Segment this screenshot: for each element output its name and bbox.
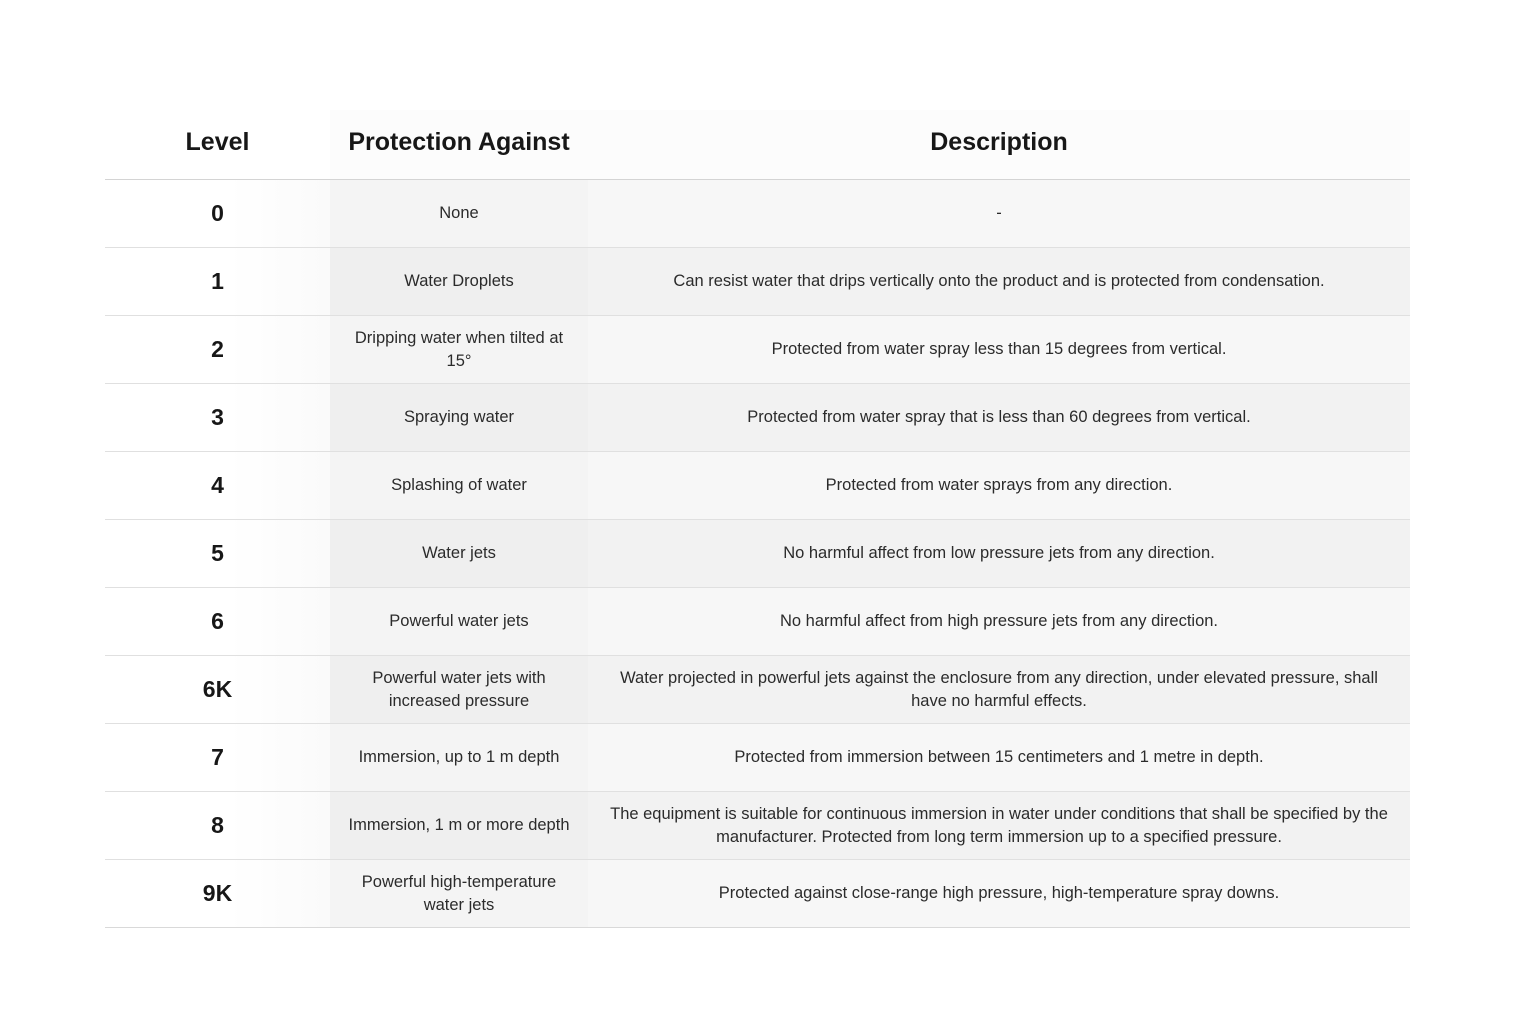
table-row (105, 792, 1410, 860)
cell-description: Protected from water spray that is less than 60 degrees from vertical. (588, 384, 1410, 452)
cell-level: 7 (105, 724, 330, 792)
column-header-protection-against: Protection Against (330, 110, 588, 180)
cell-protection-against: Spraying water (330, 384, 588, 452)
cell-description: The equipment is suitable for continuous immersion in water under conditions that shall be specified by the manufacturer. Protected from long term immersion up to a specified pressure. (588, 792, 1410, 860)
cell-description: Can resist water that drips vertically onto the product and is protected from condensation. (588, 248, 1410, 316)
cell-level: 2 (105, 316, 330, 384)
table-row (105, 656, 1410, 724)
column-header-level: Level (105, 110, 330, 180)
cell-level: 6 (105, 588, 330, 656)
cell-level: 4 (105, 452, 330, 520)
table-row (105, 316, 1410, 384)
cell-protection-against: None (330, 180, 588, 248)
cell-description: Protected from water spray less than 15 degrees from vertical. (588, 316, 1410, 384)
cell-description: - (588, 180, 1410, 248)
cell-description: No harmful affect from high pressure jets from any direction. (588, 588, 1410, 656)
cell-description: Protected against close-range high pressure, high-temperature spray downs. (588, 860, 1410, 928)
table-row (105, 724, 1410, 792)
table-body (105, 180, 1410, 928)
ip-rating-table (105, 110, 1410, 928)
table-row (105, 860, 1410, 928)
cell-protection-against: Water jets (330, 520, 588, 588)
cell-description: Water projected in powerful jets against the enclosure from any direction, under elevated pressure, shall have no harmful effects. (588, 656, 1410, 724)
cell-level: 9K (105, 860, 330, 928)
cell-level: 1 (105, 248, 330, 316)
cell-description: No harmful affect from low pressure jets from any direction. (588, 520, 1410, 588)
cell-level: 0 (105, 180, 330, 248)
cell-protection-against: Splashing of water (330, 452, 588, 520)
cell-level: 8 (105, 792, 330, 860)
table-header-row (105, 110, 1410, 180)
cell-description: Protected from water sprays from any direction. (588, 452, 1410, 520)
table-row (105, 520, 1410, 588)
cell-protection-against: Powerful high-temperature water jets (330, 860, 588, 928)
table-row (105, 248, 1410, 316)
cell-protection-against: Powerful water jets with increased pressure (330, 656, 588, 724)
cell-protection-against: Immersion, up to 1 m depth (330, 724, 588, 792)
cell-level: 5 (105, 520, 330, 588)
cell-protection-against: Immersion, 1 m or more depth (330, 792, 588, 860)
cell-protection-against: Dripping water when tilted at 15° (330, 316, 588, 384)
table-row (105, 384, 1410, 452)
cell-level: 6K (105, 656, 330, 724)
cell-level: 3 (105, 384, 330, 452)
cell-description: Protected from immersion between 15 centimeters and 1 metre in depth. (588, 724, 1410, 792)
table-row (105, 588, 1410, 656)
cell-protection-against: Powerful water jets (330, 588, 588, 656)
table-header (105, 110, 1410, 180)
column-header-description: Description (588, 110, 1410, 180)
table-row (105, 180, 1410, 248)
cell-protection-against: Water Droplets (330, 248, 588, 316)
table-row (105, 452, 1410, 520)
ip-rating-table-container (105, 110, 1410, 928)
